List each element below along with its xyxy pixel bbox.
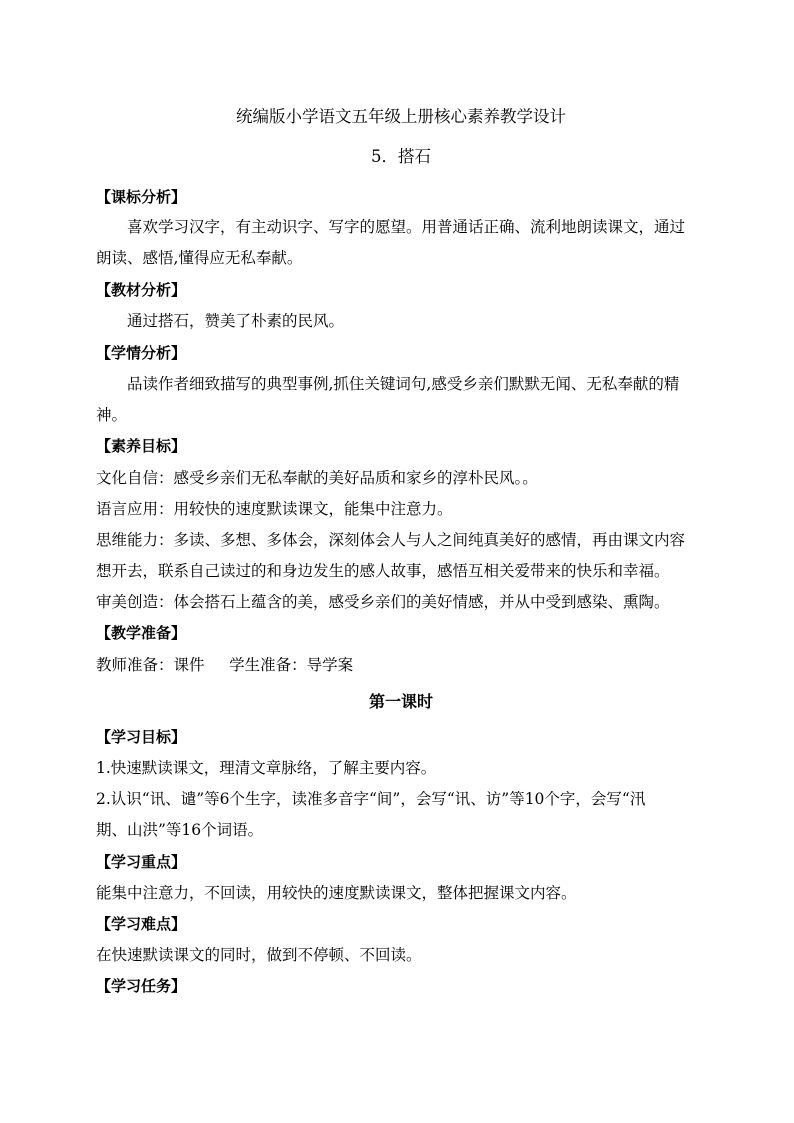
paragraph-line: 能集中注意力，不回读，用较快的速度默读课文，整体把握课文内容。 <box>96 884 577 902</box>
paragraph-line: 文化自信：感受乡亲们无私奉献的美好品质和家乡的淳朴民风。。 <box>96 469 538 487</box>
section-heading-xueqing: 【学情分析】 <box>96 344 187 362</box>
section-heading-mubiao: 【学习目标】 <box>96 728 187 746</box>
paragraph-line: 语言应用：用较快的速度默读课文，能集中注意力。 <box>96 500 453 518</box>
section-heading-jiaocai: 【教材分析】 <box>96 281 187 299</box>
paragraph-line: 喜欢学习汉字，有主动识字、写字的愿望。用普通话正确、流利地朗读课文，通过 <box>127 218 686 236</box>
section-heading-zhunbei: 【教学准备】 <box>96 624 187 642</box>
paragraph-line: 1.快速默读课文，理清文章脉络，了解主要内容。 <box>96 759 437 777</box>
lesson-title: 第一课时 <box>368 692 433 711</box>
document-title: 统编版小学语文五年级上册核心素养教学设计 <box>236 107 566 126</box>
section-heading-kebiao: 【课标分析】 <box>96 188 187 206</box>
section-heading-renwu: 【学习任务】 <box>96 977 187 995</box>
paragraph-line: 想开去，联系自己读过的和身边发生的感人故事，感悟互相关爱带来的快乐和幸福。 <box>96 562 670 580</box>
paragraph-line: 思维能力：多读、多想、多体会，深刻体会人与人之间纯真美好的感情，再由课文内容 <box>96 531 686 549</box>
paragraph-line: 神。 <box>96 406 128 424</box>
section-heading-nandian: 【学习难点】 <box>96 915 187 933</box>
paragraph-line: 通过搭石，赞美了朴素的民风。 <box>127 312 345 330</box>
section-heading-suyang: 【素养目标】 <box>96 437 187 455</box>
paragraph-line: 在快速默读课文的同时，做到不停顿、不回读。 <box>96 946 422 964</box>
paragraph-line: 教师准备：课件 学生准备：导学案 <box>96 656 354 674</box>
paragraph-line: 审美创造：体会搭石上蕴含的美，感受乡亲们的美好情感，并从中受到感染、熏陶。 <box>96 593 670 611</box>
paragraph-line: 2.认识“讯、谴”等6个生字，读准多音字“间”，会写“讯、访”等10个字，会写“汛 <box>96 790 646 808</box>
section-heading-zhongdian: 【学习重点】 <box>96 853 187 871</box>
lesson-name: 5．搭石 <box>371 147 431 166</box>
paragraph-line: 朗读、感悟,懂得应无私奉献。 <box>96 249 303 267</box>
paragraph-line: 期、山洪”等16个词语。 <box>96 821 264 839</box>
paragraph-line: 品读作者细致描写的典型事例,抓住关键词句,感受乡亲们默默无闻、无私奉献的精 <box>127 375 680 393</box>
